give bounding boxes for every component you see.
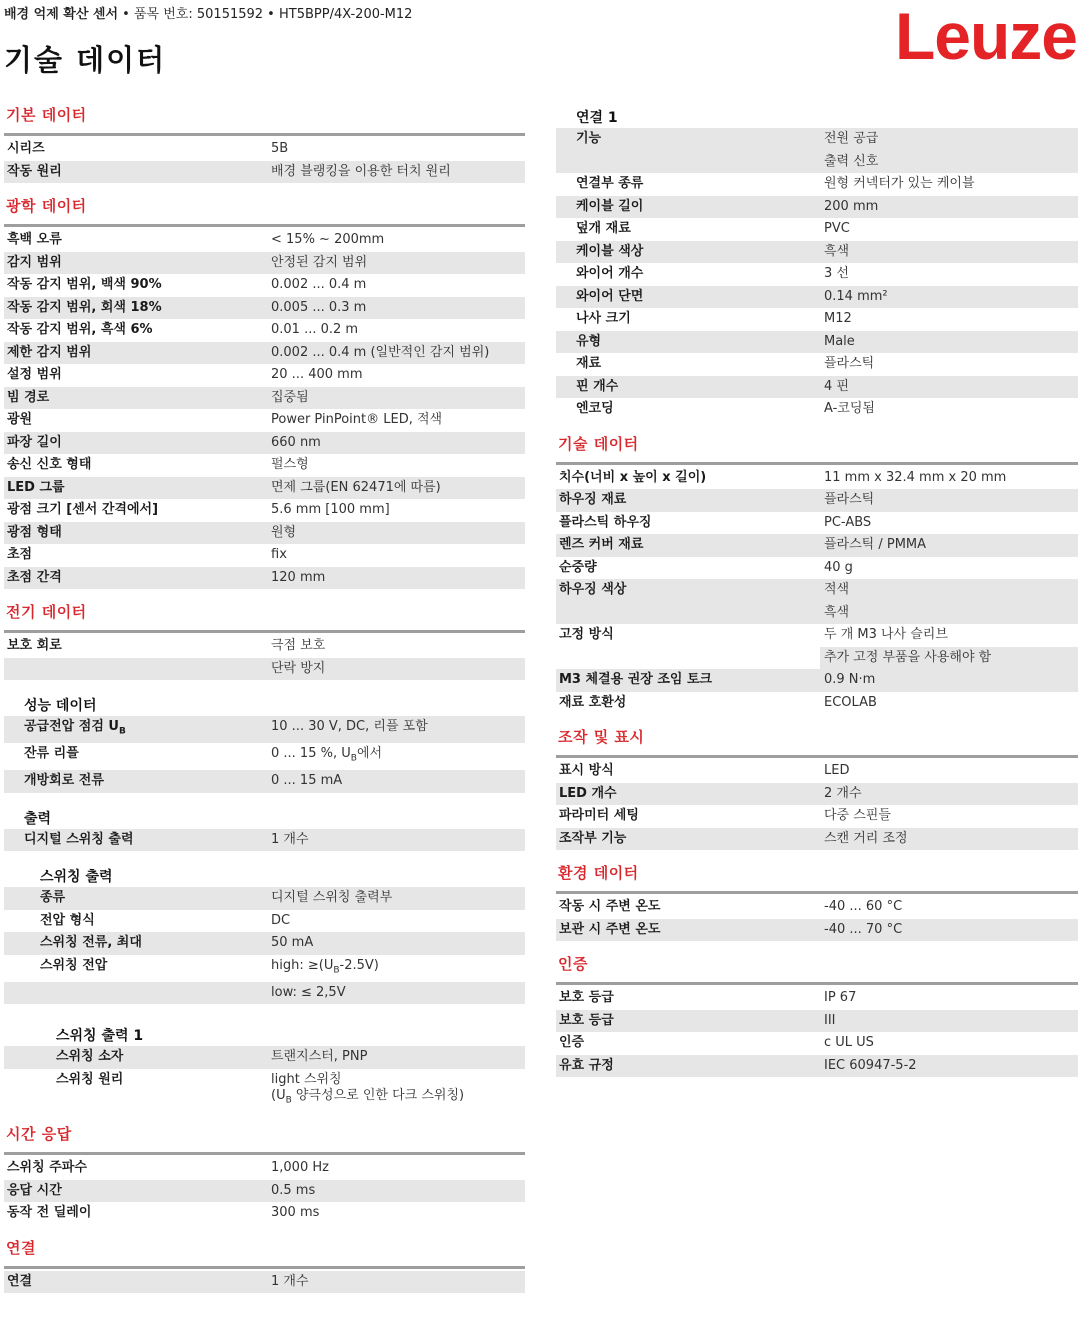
spec-row: 광점 형태 원형 <box>4 522 525 545</box>
spec-row: 광점 크기 [센서 간격에서] 5.6 mm [100 mm] <box>7 502 390 517</box>
section-optical-data <box>4 195 525 589</box>
spec-row: 표시 방식 LED <box>559 763 850 778</box>
section-mechanical-data <box>556 433 1078 715</box>
spec-row: M3 체결용 권장 조임 토크 0.9 N·m <box>556 669 1078 692</box>
section-certifications <box>556 953 1078 1077</box>
subsection-title: 스위칭 출력 <box>40 869 113 886</box>
section-operation-display <box>556 726 1078 850</box>
spec-row: 핀 개수 4 핀 <box>556 376 1078 399</box>
section-title: 연결 <box>6 1238 36 1257</box>
spec-row: 엔코딩 A-코딩됨 <box>576 401 875 416</box>
section-title: 기술 데이터 <box>558 434 639 453</box>
spec-row: 작동 시 주변 온도 -40 ... 60 °C <box>559 899 903 914</box>
spec-row: 작동 감지 범위, 백색 90% 0.002 ... 0.4 m <box>7 277 367 292</box>
spec-row: 개방회로 전류 0 ... 15 mA <box>4 770 525 793</box>
spec-row: 하우징 색상 적색 <box>556 579 1078 602</box>
section-rule <box>556 755 1078 758</box>
spec-row: 초점 fix <box>7 547 287 562</box>
spec-row: 디지털 스위칭 출력 1 개수 <box>4 829 525 852</box>
part-number: 50151592 <box>196 7 264 22</box>
spec-row: 동작 전 딜레이 300 ms <box>7 1205 320 1221</box>
section-rule <box>556 982 1078 985</box>
subsection-title: 연결 1 <box>576 110 618 126</box>
section-rule <box>556 891 1078 894</box>
spec-row: 유형 Male <box>556 331 1078 354</box>
spec-row: 단락 방지 <box>4 658 525 681</box>
spec-row: 기능 전원 공급 <box>556 128 1078 151</box>
spec-row: 초점 간격 120 mm <box>4 567 525 590</box>
spec-row: 작동 감지 범위, 회색 18% 0.005 ... 0.3 m <box>4 297 525 320</box>
section-rule <box>4 1266 525 1269</box>
section-title: 전기 데이터 <box>6 603 87 621</box>
section-basic-data <box>4 104 525 183</box>
spec-row: 빔 경로 집중됨 <box>4 387 525 410</box>
spec-row: 보호 등급 IP 67 <box>559 990 857 1005</box>
spec-row: 흑색 <box>556 602 1078 625</box>
spec-row: 유효 규정 IEC 60947-5-2 <box>556 1055 1078 1078</box>
spec-row: 스위칭 주파수 1,000 Hz <box>7 1160 329 1176</box>
section-rule <box>4 1152 525 1155</box>
spec-row: 조작부 기능 스캔 거리 조정 <box>556 828 1078 851</box>
spec-row: 하우징 재료 플라스틱 <box>556 489 1078 512</box>
spec-row: 시리즈 5B <box>7 141 289 156</box>
spec-row: 잔류 리플 0 ... 15 %, $U_B$에서 <box>24 746 383 764</box>
spec-row: 작동 원리 배경 블랭킹을 이용한 터치 원리 <box>4 161 525 184</box>
section-connection-1 <box>556 108 1078 421</box>
product-type: 배경 억제 확산 센서 <box>4 7 119 22</box>
spec-row: 보호 등급 III <box>556 1010 1078 1033</box>
subsection-title: 스위칭 출력 1 <box>56 1028 144 1045</box>
spec-row: 연결 1 개수 <box>4 1271 525 1294</box>
header-separator: • <box>118 7 134 22</box>
page-title: 기술 데이터 <box>4 43 167 77</box>
spec-row: 흑백 오류 < 15% ~ 200mm <box>7 232 385 247</box>
spec-row: 설정 범위 20 ... 400 mm <box>7 367 363 382</box>
spec-row: 공급전압 점검 $U_B$ 10 ... 30 V, DC, 리플 포함 <box>4 716 525 743</box>
spec-row: 보호 회로 극점 보호 <box>7 638 326 653</box>
section-rule <box>4 630 525 633</box>
spec-row: LED 개수 2 개수 <box>556 783 1078 806</box>
section-electrical-data <box>4 601 525 1111</box>
section-title: 조작 및 표시 <box>558 728 645 746</box>
spec-row: 나사 크기 M12 <box>576 311 852 326</box>
section-rule <box>4 224 525 227</box>
section-title: 인증 <box>558 955 588 973</box>
spec-row: 추가 고정 부품을 사용해야 함 <box>556 647 1078 670</box>
spec-row: 순중량 40 g <box>559 559 853 575</box>
section-title: 시간 응답 <box>6 1125 72 1144</box>
right-column <box>556 104 1078 1077</box>
spec-row: 출력 신호 <box>556 151 1078 174</box>
spec-row: 재료 호환성 ECOLAB <box>559 694 877 710</box>
spec-row: 와이어 개수 3 선 <box>576 266 849 281</box>
spec-row: 송신 신호 형태 펄스형 <box>7 457 309 472</box>
spec-row: 치수(너비 x 높이 x 길이) 11 mm x 32.4 mm x 20 mm <box>559 469 1007 485</box>
spec-row: 종류 디지털 스위칭 출력부 <box>4 887 525 910</box>
spec-row: 재료 플라스틱 <box>576 356 875 371</box>
spec-row: 인증 c UL US <box>559 1035 874 1050</box>
spec-row: low: ≤ 2,5V <box>4 982 525 1005</box>
section-connection <box>4 1237 525 1294</box>
subsection-title: 성능 데이터 <box>24 698 97 714</box>
spec-row: 케이블 길이 200 mm <box>556 196 1078 219</box>
spec-row: 광원 Power PinPoint® LED, 적색 <box>7 412 443 427</box>
spec-row: 파장 길이 660 nm <box>4 432 525 455</box>
spec-row: 보관 시 주변 온도 -40 ... 70 °C <box>556 919 1078 942</box>
spec-row: 파라미터 세팅 다중 스핀들 <box>559 808 891 823</box>
spec-row: 응답 시간 0.5 ms <box>4 1180 525 1203</box>
spec-row: 감지 범위 안정된 감지 범위 <box>4 252 525 275</box>
section-title: 환경 데이터 <box>558 864 639 882</box>
document-header: 배경 억제 확산 센서 • 품목 번호: 50151592 • HT5BPP/4X-200-M12 <box>4 7 413 22</box>
spec-row: 스위칭 원리 light 스위칭 ($U_B$ 양극성으로 인한 다크 스위칭) <box>56 1071 465 1106</box>
spec-row: 덮개 재료 PVC <box>576 221 850 236</box>
spec-row: 스위칭 전류, 최대 50 mA <box>4 932 525 955</box>
spec-row: LED 그룹 면제 그룹(EN 62471에 따름) <box>4 477 525 500</box>
spec-row: 고정 방식 두 개 M3 나사 슬리브 <box>559 627 948 642</box>
spec-row: 와이어 단면 0.14 mm² <box>556 286 1078 309</box>
part-label: 품목 번호: <box>133 7 193 22</box>
left-column <box>4 104 525 1293</box>
model-number: HT5BPP/4X-200-M12 <box>278 7 413 22</box>
spec-row: 제한 감지 범위 0.002 ... 0.4 m (일반적인 감지 범위) <box>4 342 525 365</box>
spec-row: 스위칭 전압 high: $\ge(U_B-2.5V)$ <box>40 957 379 976</box>
section-title: 광학 데이터 <box>6 197 87 215</box>
spec-row: 플라스틱 하우징 PC-ABS <box>559 514 872 530</box>
spec-row: 작동 감지 범위, 흑색 6% 0.01 ... 0.2 m <box>7 322 359 337</box>
section-rule <box>556 462 1078 465</box>
spec-row: 스위칭 소자 트랜지스터, PNP <box>4 1046 525 1069</box>
spec-row: 렌즈 커버 재료 플라스틱 / PMMA <box>556 534 1078 557</box>
section-title: 기본 데이터 <box>6 106 87 124</box>
subsection-title: 출력 <box>24 810 52 827</box>
spec-row: 케이블 색상 흑색 <box>556 241 1078 264</box>
spec-row: 전압 형식 DC <box>40 912 291 928</box>
section-environmental-data <box>556 862 1078 941</box>
section-time-response <box>4 1123 525 1225</box>
section-rule <box>4 133 525 136</box>
spec-row: 연결부 종류 원형 커넥터가 있는 케이블 <box>576 176 975 191</box>
leuze-logo: Leuze <box>894 0 1077 73</box>
